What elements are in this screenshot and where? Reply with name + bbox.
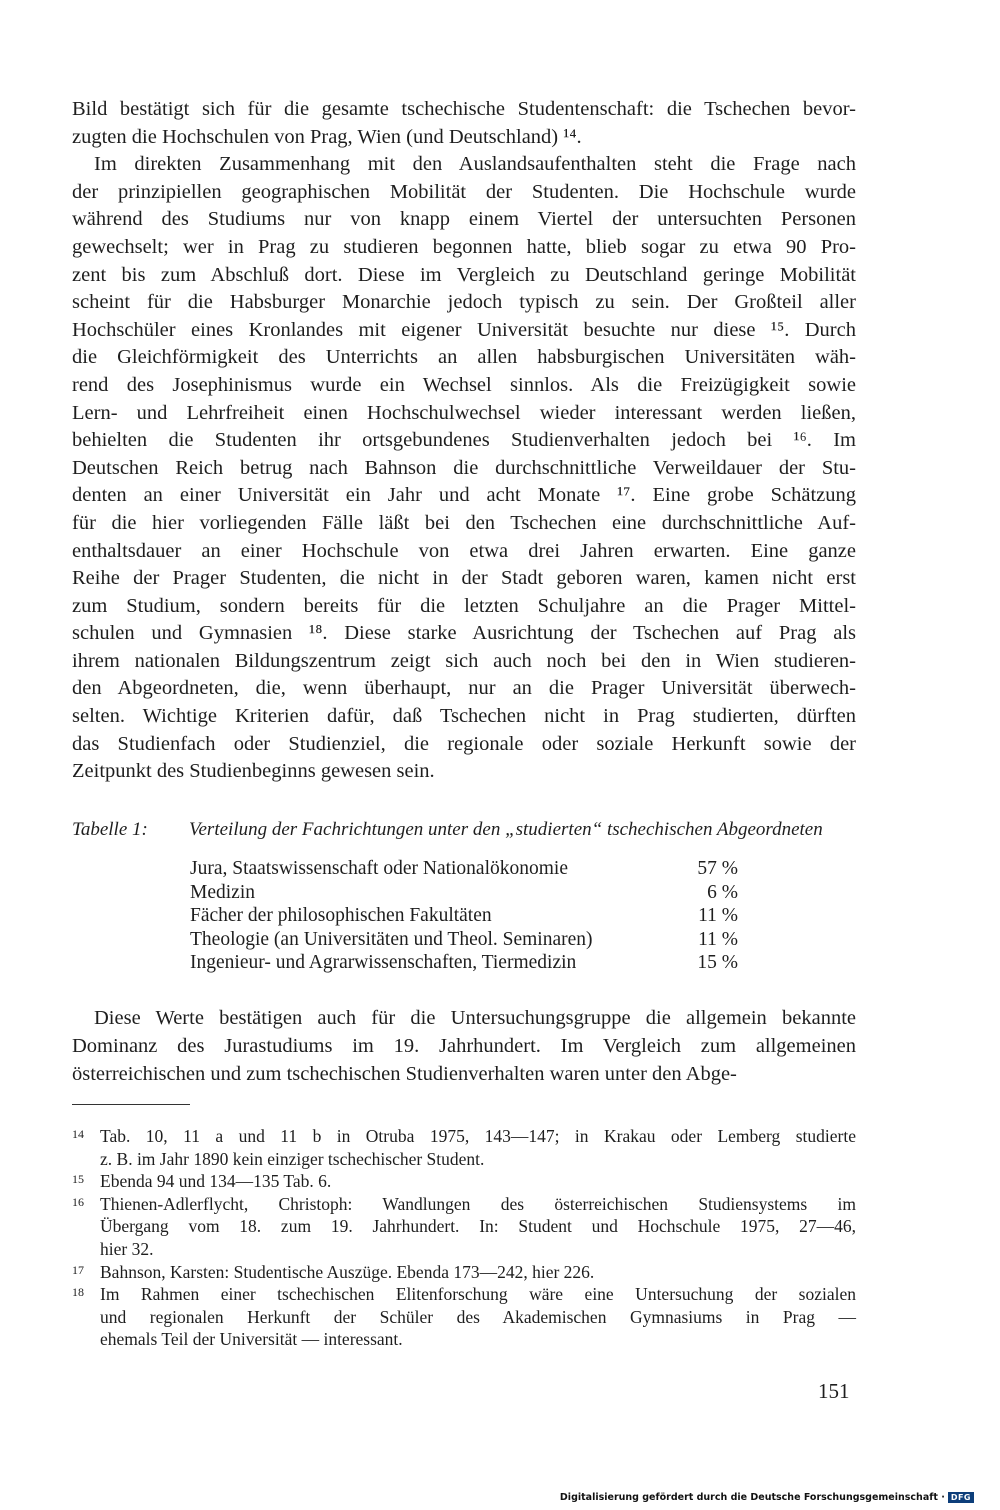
text-line: für die hier vorliegenden Fälle läßt bei den Tschechen eine durchschnittliche Auf- [72,511,856,534]
text-line: behielten die Studenten ihr ortsgebundenes Studienverhalten jedoch bei ¹⁶. Im [72,429,856,452]
text-line: Im Rahmen einer tschechischen Elitenforschung wäre eine Untersuchung der sozialen [100,1284,856,1305]
text-line: Zeitpunkt des Studienbeginns gewesen sein. [72,760,435,783]
text-line: Dominanz des Jurastudiums im 19. Jahrhundert. Im Vergleich zum allgemeinen [72,1035,856,1057]
text-line: zugten die Hochschulen von Prag, Wien (und Deutschland) ¹⁴. [72,125,582,148]
dfg-logo: DFG [948,1492,974,1503]
footnote-number: 18 [72,1285,84,1300]
table-cell-percent: 6 % [707,881,738,903]
table-cell-subject: Jura, Staatswissenschaft oder Nationalökonomie [190,858,568,879]
table-cell-subject: Theologie (an Universitäten und Theol. Seminaren) [190,928,593,950]
footnote-text [100,1125,856,1170]
text-line: Hochschüler eines Kronlandes mit eigener Universität besuchte nur diese ¹⁵. Durch [72,318,856,341]
text-line: Tab. 10, 11 a und 11 b in Otruba 1975, 143—147; in Krakau oder Lemberg studierte [100,1126,856,1146]
footnote-text [100,1193,856,1261]
subjects-table [190,857,738,975]
text-line: Lern- und Lehrfreiheit einen Hochschulwechsel wieder interessant werden ließen, [72,401,856,424]
table-cell-percent: 57 % [697,858,738,879]
main-text [72,96,856,786]
footnote-number: 17 [72,1262,84,1277]
footnotes [72,1125,856,1351]
table-label: Tabelle 1: [72,819,148,840]
text-line: Reihe der Prager Studenten, die nicht in der Stadt geboren waren, kamen nicht erst [72,567,856,590]
text-line: selten. Wichtige Kriterien dafür, daß Tschechen nicht in Prag studierten, dürften [72,705,856,728]
footnote-text [100,1261,856,1284]
text-line: Diese Werte bestätigen auch für die Untersuchungsgruppe die allgemein bekannte [94,1007,856,1029]
footnote-text [100,1170,856,1193]
table-cell-percent: 15 % [697,952,738,973]
footnote-number: 15 [72,1172,84,1187]
text-line: Ebenda 94 und 134—135 Tab. 6. [100,1171,332,1192]
text-line: den Abgeordneten, die, wenn überhaupt, nur an die Prager Universität überwech- [72,677,856,700]
text-line: Im direkten Zusammenhang mit den Auslandsaufenthalten steht die Frage nach [94,153,856,176]
footnote [72,1261,856,1284]
text-line: enthaltsdauer an einer Hochschule von etwa drei Jahren erwarten. Eine ganze [72,539,856,562]
text-line: Deutschen Reich betrug nach Bahnson die durchschnittliche Verweildauer der Stu- [72,456,856,479]
table-row [190,881,738,905]
text-line: das Studienfach oder Studienziel, die regionale oder soziale Herkunft sowie der [72,732,856,755]
table-cell-subject: Fächer der philosophischen Fakultäten [190,905,492,926]
footnote [72,1125,856,1170]
footnote-number: 14 [72,1127,84,1141]
text-line: während des Studiums nur von knapp einem Viertel der untersuchten Personen [72,208,856,231]
text-line: Bahnson, Karsten: Studentische Auszüge. Ebenda 173—242, hier 226. [100,1261,595,1282]
table-title: Verteilung der Fachrichtungen unter den „studierten“ tschechischen Abgeordneten [189,819,823,840]
footnote [72,1283,856,1351]
paragraph-after-table [72,1004,856,1088]
text-line: zent bis zum Abschluß dort. Diese im Vergleich zu Deutschland geringe Mobilität [72,263,856,286]
text-line: hier 32. [100,1238,154,1259]
text-line: Übergang vom 18. zum 19. Jahrhundert. In: Student und Hochschule 1975, 27—46, [100,1216,856,1237]
table-row [190,951,738,975]
table-row [190,928,738,952]
text-line: rend des Josephinismus wurde ein Wechsel sinnlos. Als die Freizügigkeit sowie [72,373,856,396]
table-cell-percent: 11 % [698,905,738,926]
table-row [190,857,738,881]
table-cell-subject: Ingenieur- und Agrarwissenschaften, Tiermedizin [190,952,577,973]
digitization-credit [560,1492,974,1503]
text-line: der prinzipiellen geographischen Mobilität der Studenten. Die Hochschule wurde [72,180,856,203]
table-cell-percent: 11 % [698,928,738,950]
footnote [72,1193,856,1261]
text-line: Thienen-Adlerflycht, Christoph: Wandlungen des österreichischen Studiensystems im [100,1193,856,1214]
footnote-text [100,1283,856,1351]
footnote-divider [72,1104,190,1105]
text-line: ehemals Teil der Universität — interessant. [100,1329,403,1350]
paragraph-2 [72,151,856,786]
text-line: gewechselt; wer in Prag zu studieren begonnen hatte, blieb sogar zu etwa 90 Pro- [72,235,856,258]
page-number: 151 [818,1379,850,1403]
text-line: zum Studium, sondern bereits für die letzten Schuljahre an die Prager Mittel- [72,594,856,617]
text-line: ihrem nationalen Bildungszentrum zeigt sich auch noch bei den in Wien studieren- [72,649,856,672]
table-cell-subject: Medizin [190,881,255,903]
table-caption [72,819,862,841]
footnote [72,1170,856,1193]
text-line: schulen und Gymnasien ¹⁸. Diese starke Ausrichtung der Tschechen auf Prag als [72,622,856,645]
text-line: z. B. im Jahr 1890 kein einziger tschechischer Student. [100,1148,485,1169]
text-line: Bild bestätigt sich für die gesamte tschechische Studentenschaft: die Tschechen bevor- [72,98,856,120]
credit-text: Digitalisierung gefördert durch die Deutsche Forschungsgemeinschaft · [559,1492,945,1503]
text-line: scheint für die Habsburger Monarchie jedoch typisch zu sein. Der Großteil aller [72,291,856,314]
paragraph-1 [72,96,856,151]
text-line: denten an einer Universität ein Jahr und acht Monate ¹⁷. Eine grobe Schätzung [72,484,856,507]
table-row [190,904,738,928]
text-line: und regionalen Herkunft der Schüler des Akademischen Gymnasiums in Prag — [100,1306,856,1327]
text-line: österreichischen und zum tschechischen Studienverhalten waren unter den Abge- [72,1063,737,1085]
text-line: die Gleichförmigkeit des Unterrichts an allen habsburgischen Universitäten wäh- [72,346,856,369]
footnote-number: 16 [72,1194,84,1209]
